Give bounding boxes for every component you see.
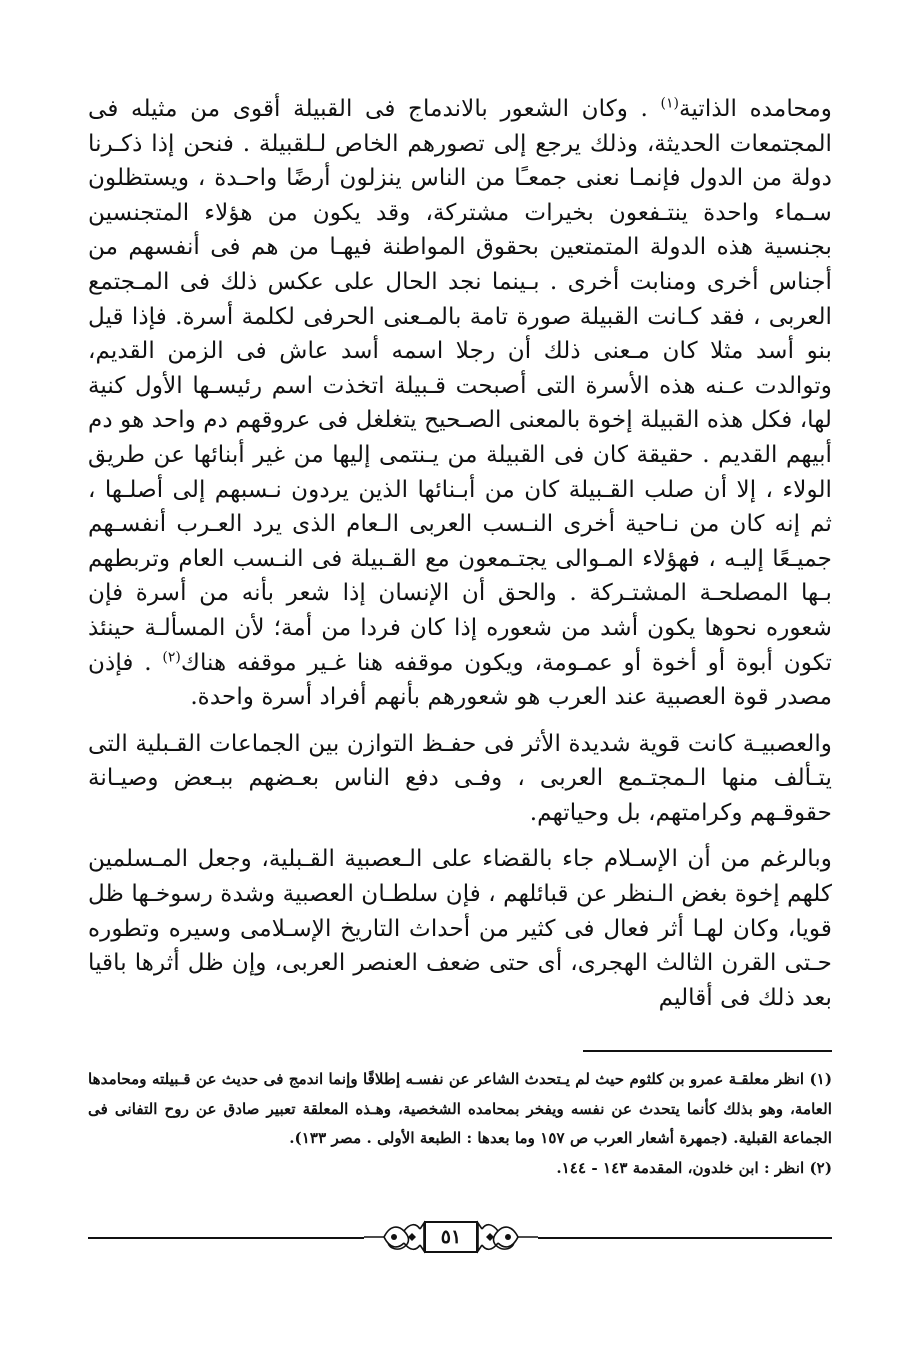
page-footer (88, 1217, 832, 1257)
footnote-ref-1: (١) (660, 95, 679, 112)
paragraph-1-start: ومحامده الذاتية (679, 95, 832, 122)
paragraph-1-end: . فإذن مصدر قوة العصبية عند العرب هو شعورهم بأنهم أفراد أسرة واحدة. (88, 648, 832, 711)
footnote-1: (١) انظر معلقـة عمرو بن كلثوم حيث لم يـتحدث الشاعر عن نفسـه إطلاقًا وإنما اندمج فى حديث عن قـبيلته ومحامدها العامة، وهو بذلك كأنما يتحدث عن نفسه ويفخر بمحامده الشخصية، وهـذه المعلقة تعبير صادق عن روح التفانى فى الجماعة القبلية. (جمهرة أشعار العرب ص ١٥٧ وما بعدها : الطبعة الأولى . مصر ١٣٣). (88, 1070, 832, 1147)
footer-rule-right (538, 1237, 832, 1239)
main-text (88, 92, 832, 1015)
paragraph-3: وبالرغم من أن الإسـلام جاء بالقضاء على الـعصبية القـبلية، وجعل المـسلمين كلهم إخوة بغض الـنظر عن قبائلهم ، فإن سلطـان العصبية وشدة رسوخـها ظل قويا، وكان لهـا أثر فعال فى كثير من أحداث التاريخ الإسـلامى وسيره وتطوره حـتى القرن الثالث الهجرى، أى حتى ضعف العنصر العربى، وإن ظل أثرها باقيا بعد ذلك فى أقاليم (88, 845, 832, 1011)
paragraph-2: والعصبيـة كانت قوية شديدة الأثر فى حفـظ التوازن بين الجماعات القـبلية التى يتـألف منها الـمجتـمع العربى ، وفـى دفع الناس بعـضهم ببـعض وصيـانة حقوقـهم وكرامتهم، بل وحياتهم. (88, 729, 832, 826)
paragraph-1-middle: . وكان الشعور بالاندماج فى القبيلة أقوى من مثيله فى المجتمعات الحديثة، وذلك يرجع إلى تصورهم الخاص لـلقبيلة . فنحن إذا ذكـرنا دولة من الدول فإنمـا نعنى جمعـًا من الناس ينزلون أرضًا واحـدة ، ويستظلون سـماء واحدة ينتـفعون بخيرات مشتركة، وقد يكون من هؤلاء المتجنسين بجنسية هذه الدولة المتمتعين بحقوق المواطنة فيهـا من هم فى أنفسهم من أجناس أخرى ومنابت أخرى . بـينما نجد الحال على عكس ذلك فى المـجتمع العربى ، فقد كـانت القبيلة صورة تامة بالمـعنى الحرفى لكلمة أسرة. فإذا قيل بنو أسد مثلا كان مـعنى ذلك أن رجلا اسمه أسد عاش فى الزمن القديم، وتوالدت عـنه هذه الأسرة التى أصبحت قـبيلة اتخذت اسم رئيسـها الأول كنية لها، فكل هذه القبيلة إخوة بالمعنى الصـحيح يتغلغل فى عروقهم دم واحد هو دم أبيهم القديم . حقيقة كان فى القبيلة من يـنتمى إليها من غير أبنائها عن طريق الولاء ، إلا أن صلب القـبيلة كان من أبـنائها الذين يردون نـسبهم إلى أصلـها ، ثم إنه كان من نـاحية أخرى النـسب العربى الـعام الذى يرد العـرب أنفسـهم جميـعًا إليـه ، فهؤلاء المـوالى يجتـمعون مع القـبيلة فى النـسب العام وتربطهم بـها المصلحـة المشتـركة . والحق أن الإنسان إذا شعر بأنه من أسرة فإن شعوره نحوها يكون أشد من شعوره إذا كان فردا من أمة؛ لأن المسألـة حينئذ تكون أبوة أو أخوة أو عمـومة، ويكون موقفه هنا غـير موقفه هناك (88, 95, 832, 676)
footnote-separator (583, 1050, 832, 1052)
footnotes (88, 1065, 832, 1183)
paragraph-1 (88, 92, 832, 715)
footnote-2: (٢) انظر : ابن خلدون، المقدمة ١٤٣ - ١٤٤. (556, 1158, 832, 1177)
page-number: ٥١ (427, 1223, 475, 1251)
footer-rule-left (88, 1237, 364, 1239)
footnote-ref-2: (٢) (162, 648, 181, 665)
